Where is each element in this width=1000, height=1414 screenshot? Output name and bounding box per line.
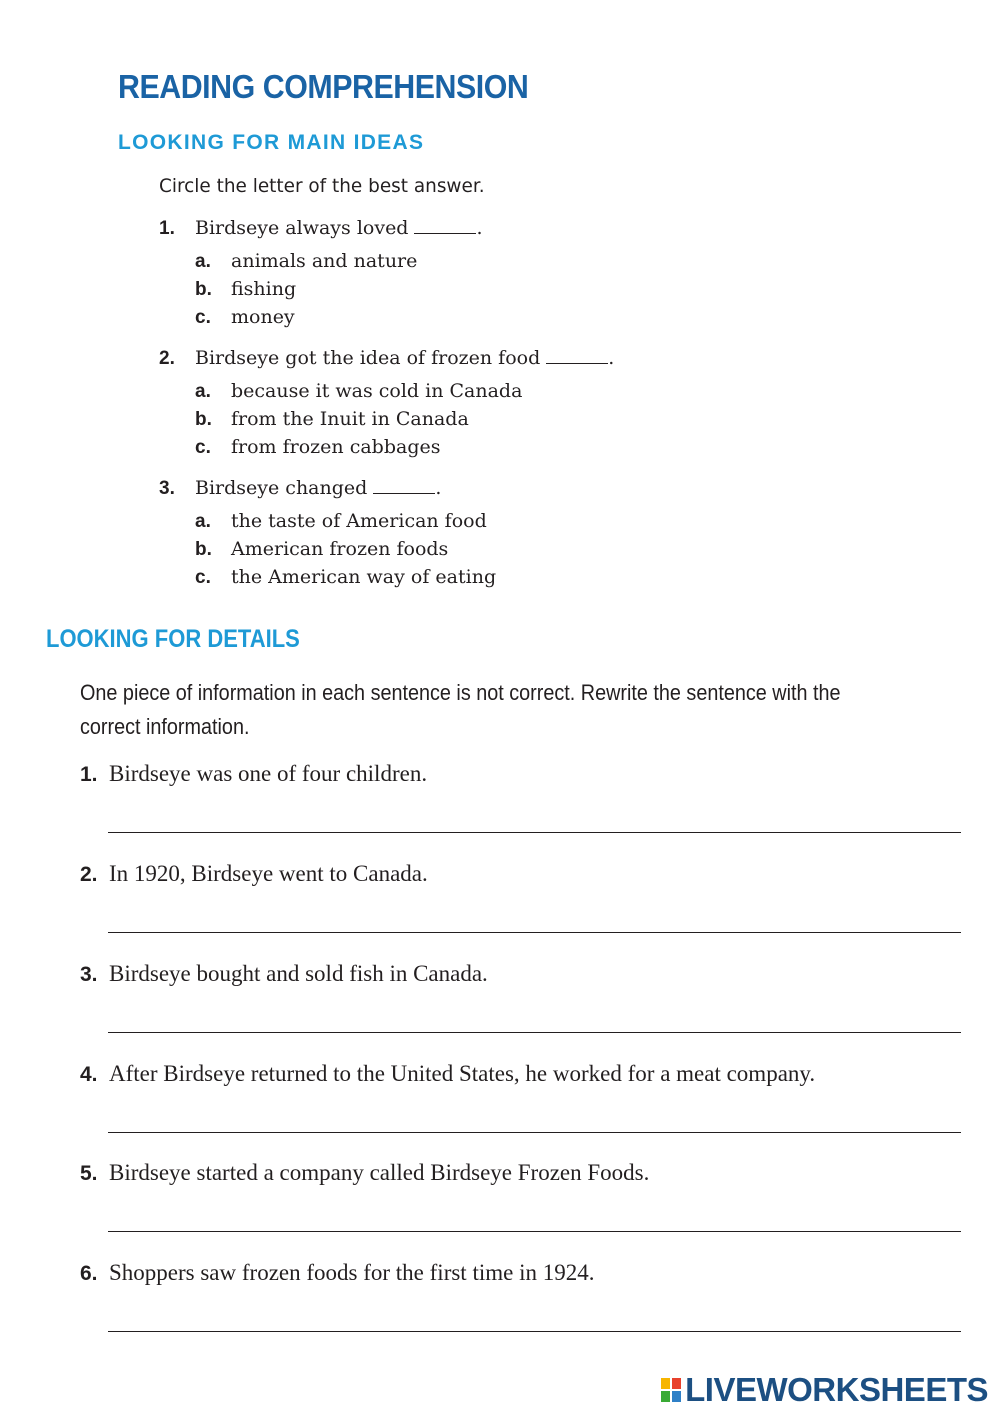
detail-number: 4.	[80, 1063, 98, 1086]
detail-number: 3.	[80, 963, 98, 986]
brand-text: LIVEWORKSHEETS	[685, 1371, 988, 1408]
detail-item-4	[80, 1061, 815, 1087]
option-3b[interactable]	[195, 538, 448, 561]
answer-line-4[interactable]	[108, 1132, 961, 1133]
option-text: the taste of American food	[231, 510, 487, 532]
question-end: .	[476, 217, 483, 239]
detail-text: Birdseye started a company called Birdseye Frozen Foods.	[109, 1160, 650, 1185]
answer-line-2[interactable]	[108, 932, 961, 933]
option-text: the American way of eating	[231, 566, 497, 588]
option-text: money	[231, 306, 295, 328]
option-2c[interactable]	[195, 436, 440, 459]
option-letter: a.	[195, 511, 211, 532]
answer-line-6[interactable]	[108, 1331, 961, 1332]
option-letter: a.	[195, 381, 211, 402]
liveworksheets-brand	[661, 1371, 988, 1409]
option-letter: b.	[195, 279, 212, 300]
option-text: animals and nature	[231, 250, 418, 272]
option-1c[interactable]	[195, 306, 295, 329]
option-2a[interactable]	[195, 380, 522, 403]
detail-text: Birdseye bought and sold fish in Canada.	[109, 961, 488, 986]
question-end: .	[435, 477, 442, 499]
answer-line-3[interactable]	[108, 1032, 961, 1033]
detail-item-5	[80, 1160, 649, 1186]
option-letter: a.	[195, 251, 211, 272]
question-3	[159, 477, 441, 500]
detail-number: 6.	[80, 1262, 98, 1285]
option-letter: b.	[195, 409, 212, 430]
option-letter: c.	[195, 307, 211, 328]
detail-number: 5.	[80, 1162, 98, 1185]
detail-text: In 1920, Birdseye went to Canada.	[109, 861, 428, 886]
main-ideas-heading: LOOKING FOR MAIN IDEAS	[118, 131, 425, 154]
answer-line-1[interactable]	[108, 832, 961, 833]
question-number: 2.	[159, 348, 175, 369]
option-3c[interactable]	[195, 566, 496, 589]
detail-text: Shoppers saw frozen foods for the first time in 1924.	[109, 1260, 595, 1285]
question-text: Birdseye changed	[195, 477, 368, 499]
option-letter: c.	[195, 437, 211, 458]
option-letter: c.	[195, 567, 211, 588]
option-1a[interactable]	[195, 250, 417, 273]
details-heading: LOOKING FOR DETAILS	[46, 625, 300, 653]
main-ideas-instruction: Circle the letter of the best answer.	[159, 175, 485, 197]
page-title: READING COMPREHENSION	[118, 68, 529, 105]
answer-line-5[interactable]	[108, 1231, 961, 1232]
detail-text: After Birdseye returned to the United States, he worked for a meat company.	[109, 1061, 816, 1086]
detail-item-6	[80, 1260, 594, 1286]
question-number: 3.	[159, 478, 175, 499]
option-2b[interactable]	[195, 408, 469, 431]
detail-text: Birdseye was one of four children.	[109, 761, 428, 786]
option-1b[interactable]	[195, 278, 296, 301]
detail-number: 1.	[80, 763, 98, 786]
option-text: from frozen cabbages	[231, 436, 441, 458]
option-3a[interactable]	[195, 510, 487, 533]
question-2	[159, 347, 614, 370]
detail-number: 2.	[80, 863, 98, 886]
question-end: .	[608, 347, 615, 369]
detail-item-3	[80, 961, 488, 987]
answer-blank	[546, 349, 608, 364]
question-1	[159, 217, 483, 240]
option-letter: b.	[195, 539, 212, 560]
option-text: because it was cold in Canada	[231, 380, 523, 402]
option-text: from the Inuit in Canada	[231, 408, 469, 430]
question-number: 1.	[159, 218, 175, 239]
question-text: Birdseye got the idea of frozen food	[195, 347, 541, 369]
question-text: Birdseye always loved	[195, 217, 409, 239]
details-instruction: One piece of information in each sentence is not correct. Rewrite the sentence with the correct information.	[80, 680, 841, 739]
option-text: fishing	[231, 278, 297, 300]
answer-blank	[373, 479, 435, 494]
option-text: American frozen foods	[231, 538, 449, 560]
liveworksheets-logo-icon	[661, 1378, 681, 1402]
detail-item-2	[80, 861, 428, 887]
answer-blank	[414, 219, 476, 234]
detail-item-1	[80, 761, 427, 787]
